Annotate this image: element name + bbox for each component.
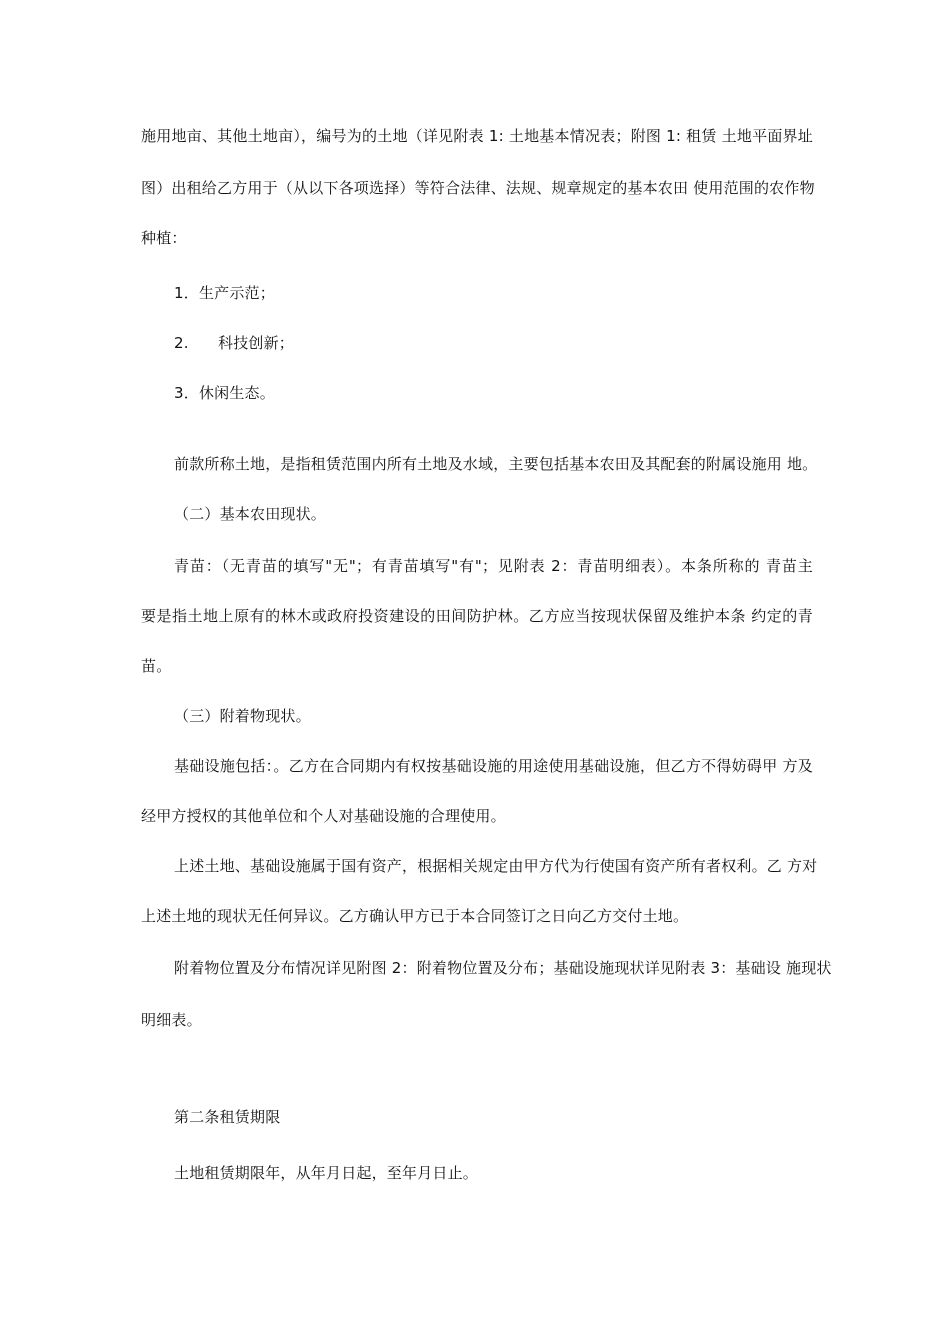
text-line: 明细表。 xyxy=(141,1011,202,1029)
list-item-number: 2. xyxy=(174,334,189,352)
text-line: 青苗：（无青苗的填写"无"；有青苗填写"有"；见附表 2：青苗明细表）。本条所称的 青苗主 xyxy=(174,557,813,575)
text-line: 苗。 xyxy=(141,657,172,675)
text-line: 附着物位置及分布情况详见附图 2：附着物位置及分布；基础设施现状详见附表 3：基础设 施现状 xyxy=(174,959,832,977)
text-line: 施用地亩、其他土地亩），编号为的土地（详见附表 1: 土地基本情况表；附图 1: 租赁 土地平面界址 xyxy=(141,127,813,145)
text-line: 上述土地的现状无任何异议。乙方确认甲方已于本合同签订之日向乙方交付土地。 xyxy=(141,907,689,925)
section-heading: （二）基本农田现状。 xyxy=(174,505,327,523)
text-line: 土地租赁期限年，从年月日起，至年月日止。 xyxy=(174,1164,479,1182)
text-line: 基础设施包括：。乙方在合同期内有权按基础设施的用途使用基础设施，但乙方不得妨碍甲 方及 xyxy=(174,757,813,775)
list-item: 3．休闲生态。 xyxy=(174,384,275,402)
text-line: 上述土地、基础设施属于国有资产，根据相关规定由甲方代为行使国有资产所有者权利。乙 方对 xyxy=(174,857,818,875)
text-line: 要是指土地上原有的林木或政府投资建设的田间防护林。乙方应当按现状保留及维护本条 约定的青 xyxy=(141,607,813,625)
article-heading: 第二条租赁期限 xyxy=(174,1108,281,1126)
text-line: 经甲方授权的其他单位和个人对基础设施的合理使用。 xyxy=(141,807,506,825)
text-line: 图）出租给乙方用于（从以下各项选择）等符合法律、法规、规章规定的基本农田 使用范围的农作物 xyxy=(141,179,815,197)
section-heading: （三）附着物现状。 xyxy=(174,707,311,725)
list-item: 1．生产示范； xyxy=(174,284,275,302)
text-line: 种植： xyxy=(141,229,187,247)
list-item-text: 科技创新； xyxy=(218,334,295,352)
text-line: 前款所称土地，是指租赁范围内所有土地及水域，主要包括基本农田及其配套的附属设施用 地。 xyxy=(174,455,818,473)
